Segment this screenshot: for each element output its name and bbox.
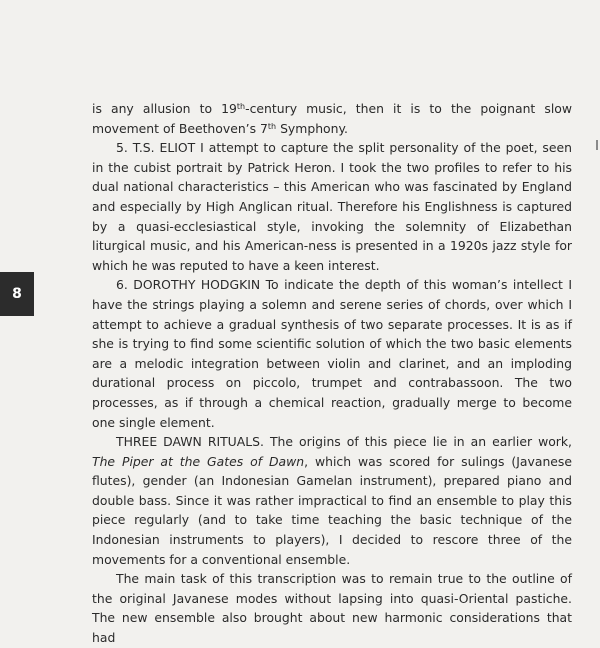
text-run: THREE DAWN RITUALS. The origins of this piece lie in an earlier work, bbox=[116, 434, 572, 450]
paragraph-transcription: The main task of this transcription was to remain true to the outline of the original Javanese modes without lapsing into quasi-Oriental pastiche. The new ensemble also brought about new harmonic considerations that had bbox=[92, 571, 572, 646]
work-title: The Piper at the Gates of Dawn bbox=[92, 453, 305, 469]
paragraph-ts-eliot: 5. T.S. ELIOT I attempt to capture the split personality of the poet, seen in the cubist portrait by Patrick Heron. I took the two profiles to refer to his dual national characteristics – this American who was fascinated by England and especially by High Anglican ritual. Therefore his Englishness is captured by a quasi-ecclesiastical style, invoking the solemnity of Elizabethan liturgical music, and his American-ness is presented in a 1920s jazz style for which he was reputed to have a keen interest. bbox=[92, 140, 572, 273]
page-number: 8 bbox=[12, 286, 22, 302]
paragraph-beethoven-continuation bbox=[92, 99, 572, 138]
page-edge-mark bbox=[596, 140, 598, 150]
text-run: -century music, then it is to the poignant slow movement of Beethoven’s 7 bbox=[92, 101, 572, 136]
text-run: is any allusion to 19 bbox=[92, 101, 237, 116]
text-run: , which was scored for sulings (Javanese flutes), gender (an Indonesian Gamelan instrument), prepared piano and double bass. Since it was rather impractical to find an ensemble to play this piece regularly (and to take time teaching the basic technique of the Indonesian instruments to players), I decided to rescore three of the movements for a conventional ensemble. bbox=[92, 453, 572, 567]
paragraph-three-dawn-rituals bbox=[92, 432, 572, 569]
page-number-tab bbox=[0, 272, 34, 316]
superscript: th bbox=[236, 102, 246, 111]
superscript: th bbox=[267, 121, 277, 131]
body-text bbox=[92, 99, 572, 648]
paragraph-dorothy-hodgkin: 6. DOROTHY HODGKIN To indicate the depth of this woman’s intellect I have the strings playing a solemn and serene series of chords, over which I attempt to achieve a gradual synthesis of two separate processes. It is as if she is trying to find some scientific solution of which the two basic elements are a melodic integration between violin and clarinet, and an imploding durational process on piccolo, trumpet and contrabassoon. The two processes, as if through a chemical reaction, gradually merge to become one single element. bbox=[92, 277, 572, 430]
text-run: Symphony. bbox=[276, 120, 348, 136]
